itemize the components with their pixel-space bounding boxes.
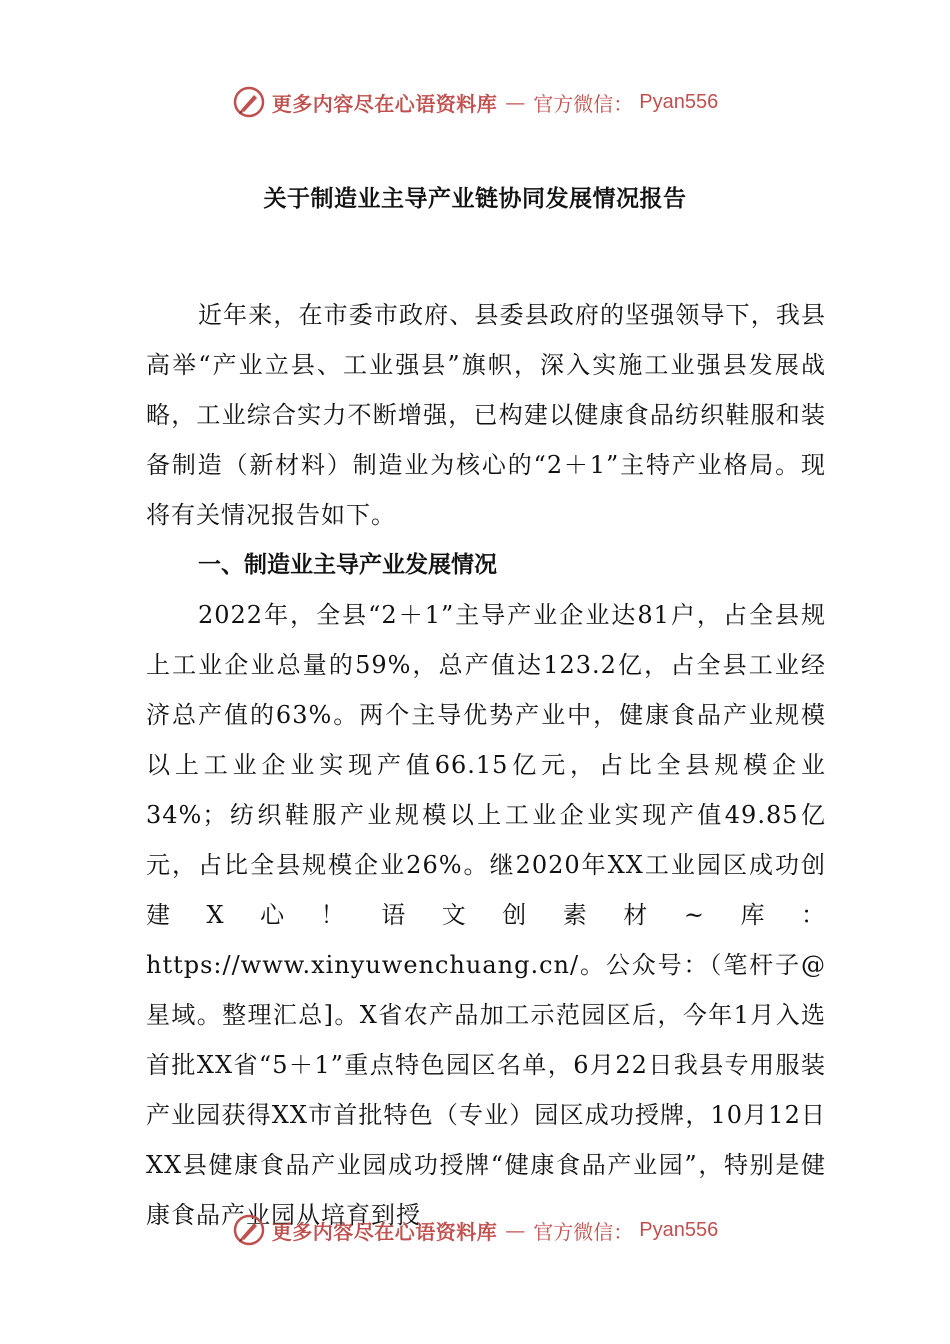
section-paragraph: 2022年，全县“2＋1”主导产业企业达81户，占全县规上工业企业总量的59%，总产值达123.2亿，占全县工业经济总产值的63%。两个主导优势产业中，健康食品产业规模以上工业企业实现产值66.15亿元，占比全县规模企业34%；纺织鞋服产业规模以上工业企业实现产值49.85亿元，占比全县规模企业26%。继2020年XX工业园区成功创建X心！语文创素材~库：https://www.xinyuwenchuang.cn/。公众号：（笔杆子@星域。整理汇总]。X省农产品加工示范园区后，今年1月入选首批XX省“5＋1”重点特色园区名单，6月22日我县专用服装产业园获得XX市首批特色（专业）园区成功授牌，10月12日XX县健康食品产业园成功授牌“健康食品产业园”，特别是健康食品产业园从培育到授 bbox=[146, 601, 826, 1229]
watermark-wechat-label: 官方微信： bbox=[533, 1219, 634, 1244]
watermark-footer bbox=[0, 1210, 950, 1250]
document-title: 关于制造业主导产业链协同发展情况报告 bbox=[263, 186, 687, 212]
watermark-wechat-label: 官方微信： bbox=[533, 91, 634, 116]
watermark-text: 更多内容尽在心语资料库 bbox=[271, 91, 498, 116]
watermark-text: 更多内容尽在心语资料库 bbox=[271, 1219, 498, 1244]
document-body bbox=[146, 290, 826, 1240]
watermark-header bbox=[0, 82, 950, 122]
watermark-wechat-id: Pyan556 bbox=[639, 1218, 719, 1241]
watermark-separator: — bbox=[505, 1218, 526, 1242]
pen-logo-icon bbox=[232, 1213, 266, 1247]
intro-paragraph: 近年来，在市委市政府、县委县政府的坚强领导下，我县高举“产业立县、工业强县”旗帜，深入实施工业强县发展战略，工业综合实力不断增强，已构建以健康食品纺织鞋服和装备制造（新材料）制造业为核心的“2＋1”主特产业格局。现将有关情况报告如下。 bbox=[146, 301, 826, 529]
section-heading: 一、制造业主导产业发展情况 bbox=[198, 552, 497, 578]
watermark-wechat-id: Pyan556 bbox=[639, 90, 719, 113]
watermark-separator: — bbox=[505, 90, 526, 114]
pen-logo-icon bbox=[232, 85, 266, 119]
